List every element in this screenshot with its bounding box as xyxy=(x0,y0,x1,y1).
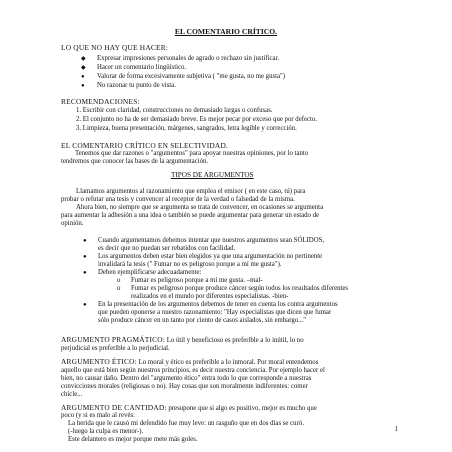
paragraph-line: perjudicial es preferible a lo perjudicial. xyxy=(61,345,170,352)
paragraph-line: opinión. xyxy=(61,220,84,227)
arg-etico-text: Lo moral y ético es preferible a lo inmoral. Por moral entendemos xyxy=(136,359,319,366)
list-item: invalidará la tesis (" Fumar no es peligroso porque a mí me gusta"). xyxy=(98,261,282,268)
list-item: Hacer un comentario lingüístico. xyxy=(97,64,187,71)
paragraph-line: Tenemos que dar razones o "argumentos" para apoyar nuestras opiniones, por lo tanto xyxy=(75,150,309,157)
list-item: Valorar de forma excesivamente subjetiva ( "me gusta, no me gusta") xyxy=(97,73,286,80)
section-heading-selectividad: EL COMENTARIO CRÍTICO EN SELECTIVIDAD. xyxy=(61,141,229,150)
list-item: No razonar tu punto de vista. xyxy=(97,82,176,89)
paragraph-line: para aumentar la adhesión a una idea o también se puede argumentar para generar un estado de xyxy=(61,212,320,219)
bullet-icon: ● xyxy=(83,270,87,276)
sub-list-item: Fumar es peligroso porque produce cáncer según todos los resultados diferentes xyxy=(131,285,349,292)
bullet-icon: ● xyxy=(83,302,87,308)
paragraph-line: Este delantero es mejor porque mete más goles. xyxy=(68,436,198,443)
bullet-icon: ● xyxy=(83,238,87,244)
list-item: 2. El conjunto no ha de ser demasiado breve. Es mejor pecar por exceso que por defecto. xyxy=(76,116,318,123)
list-item: En la presentación de los argumentos debemos de tener en cuenta los contra argumentos xyxy=(98,301,338,308)
paragraph-line: (-luego la culpa es menor-). xyxy=(68,428,144,435)
paragraph-line: La herida que le causó mi defendido fue muy leve: un rasguño que en dos días se curó. xyxy=(68,420,304,427)
sub-bullet-icon: o xyxy=(117,277,121,284)
paragraph-line: Ahora bien, no siempre que se argumenta se trata de convencer, en ocasiones se argumenta xyxy=(76,204,324,211)
paragraph-line: chicle... xyxy=(61,391,83,398)
sub-list-item: realizados en el mundo por diferentes especialistas. -bien- xyxy=(131,293,289,300)
arg-etico-line xyxy=(61,358,318,367)
arg-cantidad-label: ARGUMENTO DE CANTIDAD: xyxy=(61,403,167,412)
arg-pragmatico-label: ARGUMENTO PRAGMÁTICO: xyxy=(61,335,166,344)
bullet-icon: ● xyxy=(81,83,85,89)
paragraph-line: bien, no causar daño. Dentro del "argumento ético" entra todo lo que corresponde a nuestras xyxy=(61,375,312,382)
list-item: Expresar impresiones personales de agrado o rechazo sin justificar. xyxy=(97,55,280,62)
arg-pragmatico-line xyxy=(61,336,304,345)
paragraph-line: poco (y si es malo al revés: xyxy=(61,412,135,419)
page-title: EL COMENTARIO CRÍTICO. xyxy=(174,27,278,36)
list-item: 1. Escribir con claridad, construcciones no demasiado largas o confusas. xyxy=(76,107,273,114)
bullet-icon: ● xyxy=(81,74,85,80)
page-number: 1 xyxy=(394,425,398,433)
sub-list-item: Fumar es peligroso porque a mí me gusta. –mal- xyxy=(131,277,263,284)
arg-cantidad-text: presupone que si algo es positivo, mejor es mucho que xyxy=(166,405,317,412)
bullet-icon: ● xyxy=(83,254,87,260)
list-item: Deben ejemplificarse adecuadamente: xyxy=(98,269,202,276)
list-item: 3. Limpieza, buena presentación, márgenes, sangrados, letra legible y corrección. xyxy=(76,125,297,132)
list-item: sólo produce cáncer en un tanto por ciento de casos aislados, sin embargo..." xyxy=(98,317,307,324)
list-item: Los argumentos deben estar bien elegidos ya que una argumentación no pertinente xyxy=(98,253,323,260)
paragraph-line: tendremos que conocer las bases de la argumentación. xyxy=(61,158,209,165)
arg-etico-label: ARGUMENTO ÉTICO: xyxy=(61,357,137,366)
paragraph-line: probar o refutar una tesis y convencer al receptor de la verdad o falsedad de la misma. xyxy=(61,196,295,203)
sub-bullet-icon: o xyxy=(117,285,121,292)
bullet-icon: ◆ xyxy=(81,65,86,71)
paragraph-line: convicciones morales (religiosas o no). Hay cosas que son moralmente indiferentes: comer xyxy=(61,383,308,390)
list-item: Cuando argumentamos debemos intentar que nuestros argumentos sean SÓLIDOS, xyxy=(98,237,325,244)
arg-pragmatico-text: Lo útil y beneficioso es preferible a lo inútil, lo no xyxy=(165,337,304,344)
paragraph-line: aquello que está bien según nuestros principios, es decir nuestra conciencia. Por ejemplo hacer el xyxy=(61,367,325,374)
paragraph-line: Llamamos argumentos al razonamiento que emplea el emisor ( en este caso, tú) para xyxy=(76,188,306,195)
list-item: es decir que no puedan ser rebatidos con facilidad. xyxy=(98,245,236,252)
bullet-icon: ◆ xyxy=(81,56,86,62)
section-heading-recomendaciones: RECOMENDACIONES: xyxy=(61,97,140,106)
section-heading-tipos: TIPOS DE ARGUMENTOS xyxy=(171,171,254,179)
list-item: que pueden oponerse a nuestro razonamiento: "Hay especialistas que dicen que fumar xyxy=(98,309,332,316)
section-heading-no-hacer: LO QUE NO HAY QUE HACER: xyxy=(61,43,169,52)
